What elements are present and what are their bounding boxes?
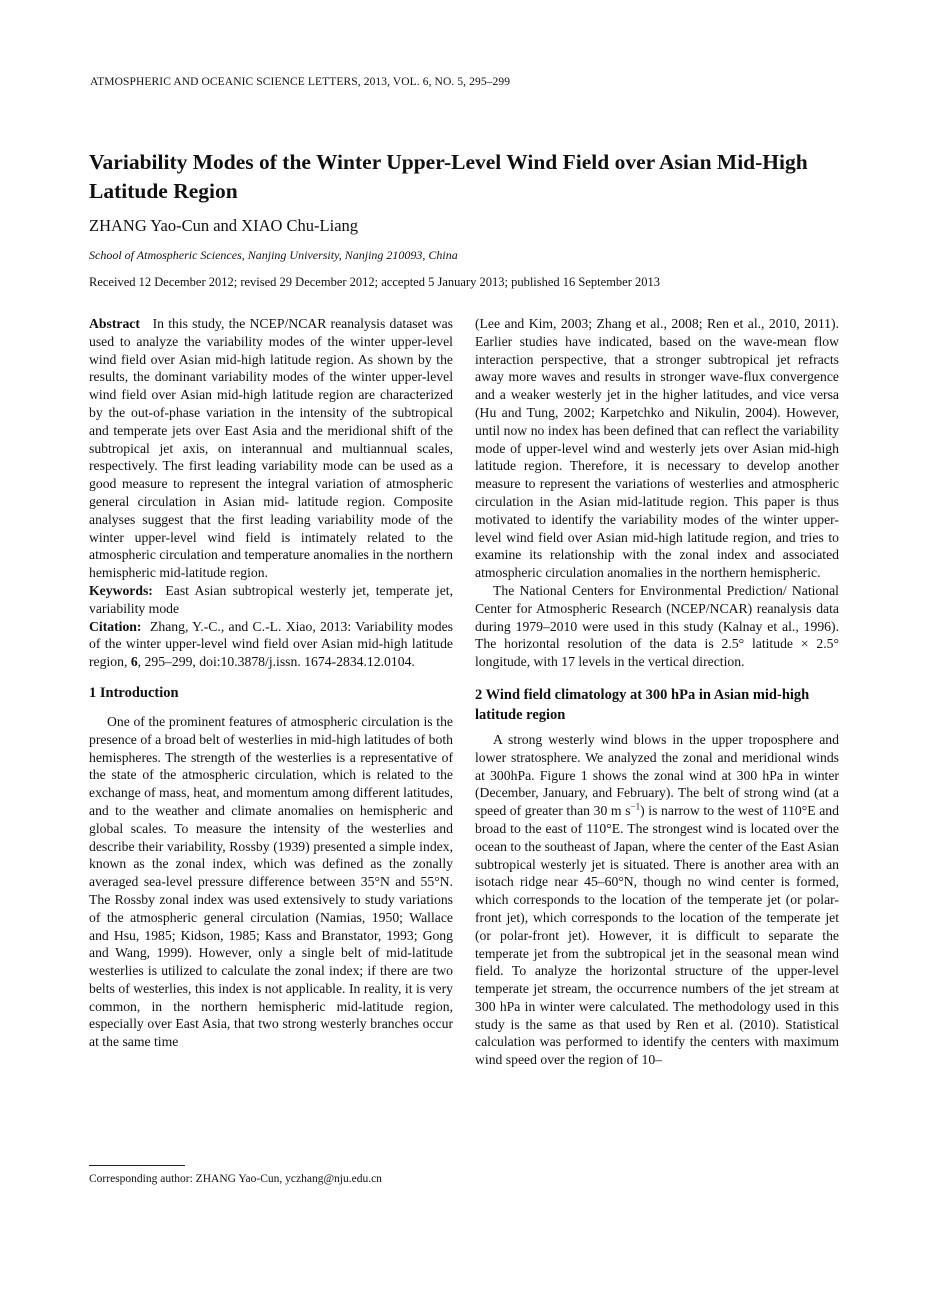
keywords: [89, 582, 453, 618]
unit-exponent: −1: [630, 801, 641, 812]
wind-text-part1: A strong westerly wind blows in the upper troposphere and lower stratosphere. We analyzed the zonal and meridional winds at 300hPa. Figure 1 shows the zonal wind at 300 hPa in winter (December, January, and February). The belt of strong wind (at a speed of greater than 30 m s: [475, 731, 839, 819]
authors: ZHANG Yao-Cun and XIAO Chu-Liang: [89, 216, 359, 235]
corresponding-author-footnote: Corresponding author: ZHANG Yao-Cun, yczhang@nju.edu.cn: [89, 1173, 382, 1185]
footnote-divider: [89, 1165, 185, 1166]
publication-dates: Received 12 December 2012; revised 29 December 2012; accepted 5 January 2013; published 16 September 2013: [89, 275, 661, 289]
wind-text-part2: ) is narrow to the west of 110°E and broad to the east of 110°E. The strongest wind is located over the ocean to the southeast of Japan, where the center of the East Asian subtropical westerly jet is situated. There is another area with an isotach ridge near 45–60°N, though no wind center is formed, which corresponds to the location of the temperate jet (or polar-front jet), which corresponds to the location of the temperate jet (or polar-front jet). However, it is difficult to separate the temperate jet from the subtropical jet in the seasonal mean wind field. To analyze the horizontal structure of the upper-level temperate jet stream, the occurrence numbers of the jet stream at 300 hPa in winter were calculated. The methodology used in this study is the same as that used by Ren et al. (2010). Statistical calculation was performed to identify the centers with maximum wind speed over the region of 10–: [475, 803, 839, 1068]
keywords-label: Keywords:: [89, 582, 153, 598]
abstract-text: In this study, the NCEP/NCAR reanalysis dataset was used to analyze the variability modes of the winter upper-level wind field over Asian mid-high latitude region. As shown by the results, the dominant variability modes of the winter upper-level wind field over Asian mid-high latitude region are characterized by the out-of-phase variation in the intensity of the subtropical and temperate jets over East Asia and the meridional shift of the subtropical jet axis, on interannual and multiannual scales, respectively. The first leading variability mode can be used as a good measure to represent the integral variation of atmospheric general circulation in Asian mid- latitude region. Composite analyses suggest that the first leading variability mode of the winter upper-level wind field is intimately related to the atmospheric circulation and temperature anomalies in the northern hemispheric mid-latitude region.: [89, 316, 453, 581]
abstract: [89, 315, 453, 582]
section-heading-introduction: 1 Introduction: [89, 684, 179, 701]
section-heading-wind-climatology: 2 Wind field climatology at 300 hPa in Asian mid-high latitude region: [475, 686, 810, 723]
citation-volume: 6: [130, 654, 138, 670]
body-paragraph: (Lee and Kim, 2003; Zhang et al., 2008; Ren et al., 2010, 2011). Earlier studies have indicated, based on the wave-mean flow interaction perspective, that a stronger subtropical jet refracts away more waves and results in stronger wave-flux convergence and a weaker westerly jet in the higher latitudes, and vice versa (Hu and Tung, 2002; Karpetchko and Nikulin, 2004). However, until now no index has been defined that can reflect the variability mode of upper-level wind and westerly jets over Asian mid-high latitude region. Therefore, it is necessary to develop another measure to represent the variations of westerlies and atmospheric circulation in the Asian mid-latitude region. This paper is thus motivated to identify the variability modes of the winter upper-level wind field over Asian mid-high latitude region, and tries to examine its relationship with the zonal index and associated atmospheric circulation anomalies in the northern hemispheric.: [475, 316, 839, 581]
citation: [89, 618, 453, 671]
citation-text: Zhang, Y.-C., and C.-L. Xiao, 2013: Variability modes of the winter upper-level wind field over Asian mid-high latitude region,: [89, 618, 454, 670]
citation-label: Citation:: [89, 618, 142, 634]
left-column: [89, 315, 453, 1051]
wind-climatology-paragraph: [475, 731, 839, 1069]
right-column: [475, 315, 839, 1069]
body-paragraph-data: The National Centers for Environmental Prediction/ National Center for Atmospheric Research (NCEP/NCAR) reanalysis data during 1979–2010 were used in this study (Kalnay et al., 1996). The horizontal resolution of the data is 2.5° latitude × 2.5° longitude, with 17 levels in the vertical direction.: [475, 582, 839, 670]
journal-header: ATMOSPHERIC AND OCEANIC SCIENCE LETTERS, 2013, VOL. 6, NO. 5, 295–299: [90, 76, 511, 88]
keywords-text: East Asian subtropical westerly jet, temperate jet, variability mode: [89, 582, 454, 616]
citation-pages-doi: , 295–299, doi:10.3878/j.issn. 1674-2834.12.0104.: [137, 654, 415, 670]
abstract-label: Abstract: [89, 316, 140, 331]
introduction-paragraph: One of the prominent features of atmospheric circulation is the presence of a broad belt of westerlies in mid-high latitudes of both hemispheres. The strength of the westerlies is a representative of the state of the atmospheric circulation, which is related to the exchange of mass, heat, and momentum among different latitudes, and to the weather and climate anomalies on hemispheric and global scales. To measure the intensity of the westerlies and describe their variability, Rossby (1939) presented a simple index, known as the zonal index, which was defined as the zonally averaged sea-level pressure difference between 35°N and 55°N. The Rossby zonal index was used extensively to study variations of the atmospheric general circulation (Namias, 1950; Wallace and Hsu, 1985; Kidson, 1985; Kass and Branstator, 1993; Gong and Wang, 1999). However, only a single belt of mid-latitude westerlies is utilized to calculate the zonal index; if there are two belts of westerlies, this index is not applicable. In reality, it is very common, in the northern hemispheric mid-latitude region, especially over East Asia, that two strong westerly branches occur at the same time: [89, 713, 453, 1050]
affiliation: School of Atmospheric Sciences, Nanjing University, Nanjing 210093, China: [89, 248, 458, 262]
paper-title: Variability Modes of the Winter Upper-Level Wind Field over Asian Mid-High Latitude Region: [89, 150, 808, 203]
